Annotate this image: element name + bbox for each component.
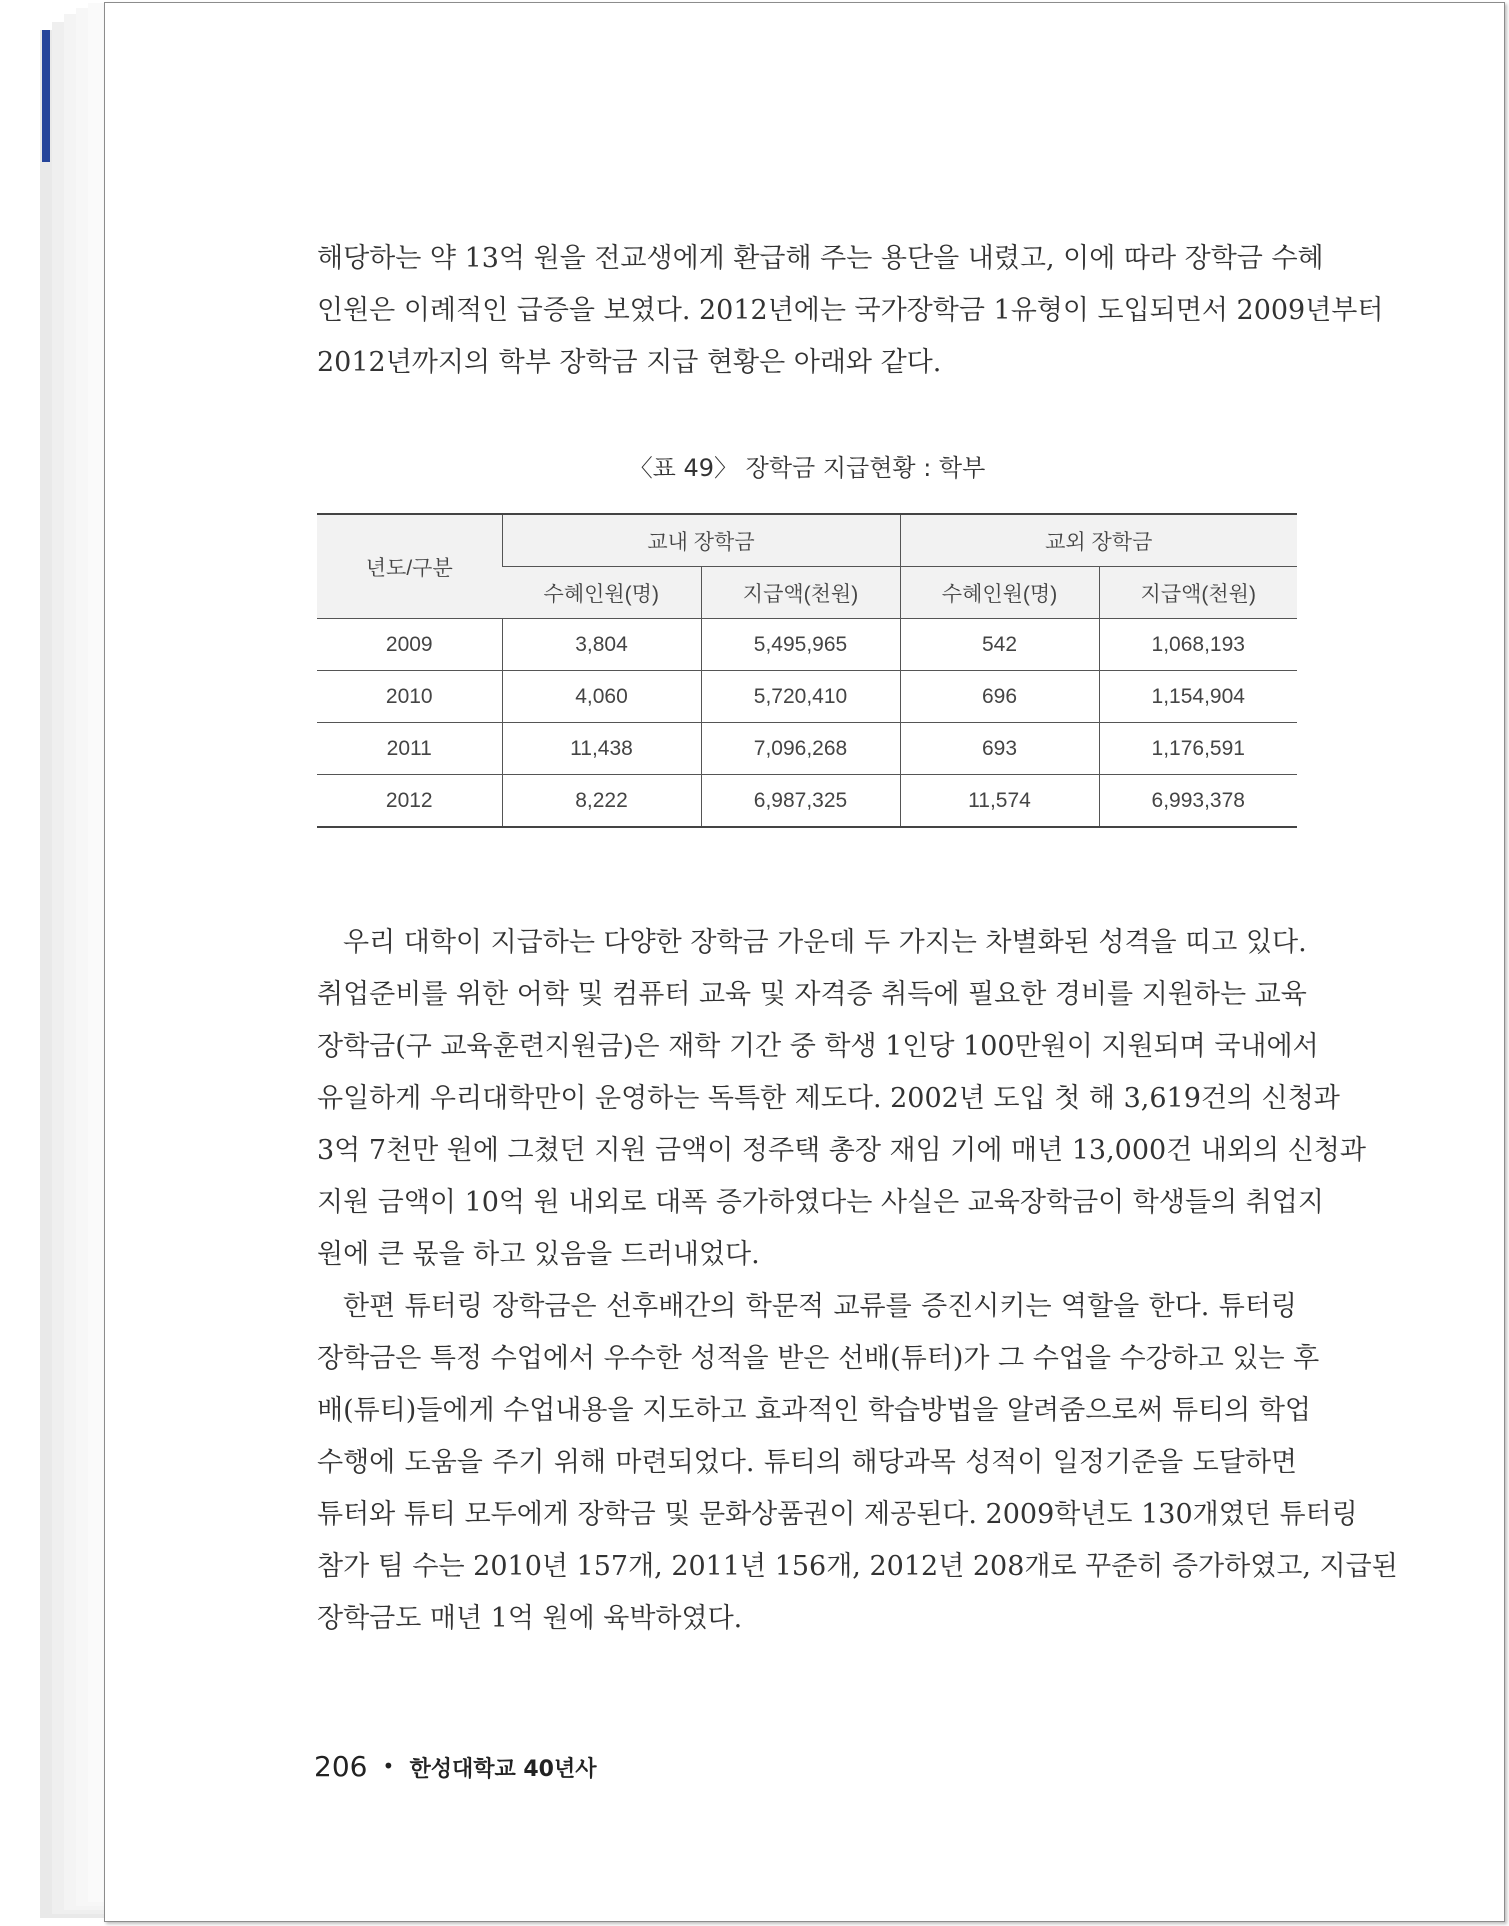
subheader-cell: 지급액(천원) <box>701 567 900 619</box>
page-edge <box>88 3 105 1902</box>
text-line: 지원 금액이 10억 원 내외로 대폭 증가하였다는 사실은 교육장학금이 학생들의 취업지 <box>317 1187 1324 1218</box>
page-footer <box>314 1750 596 1783</box>
table-row <box>317 775 1297 828</box>
text-line: 인원은 이례적인 급증을 보였다. 2012년에는 국가장학금 1유형이 도입되면서 2009년부터 <box>317 295 1384 326</box>
text-line: 유일하게 우리대학만이 운영하는 독특한 제도다. 2002년 도입 첫 해 3,619건의 신청과 <box>317 1083 1340 1114</box>
book-title: 한성대학교 40년사 <box>409 1757 597 1782</box>
text-line: 2012년까지의 학부 장학금 지급 현황은 아래와 같다. <box>317 347 942 378</box>
table-cell: 6,993,378 <box>1099 775 1297 828</box>
intro-paragraph <box>317 233 1384 389</box>
table-row <box>317 619 1297 671</box>
table-cell: 2012 <box>317 775 502 828</box>
table-row <box>317 671 1297 723</box>
text-line: 수행에 도움을 주기 위해 마련되었다. 튜티의 해당과목 성적이 일정기준을 도달하면 <box>317 1447 1297 1478</box>
text-line: 장학금은 특정 수업에서 우수한 성적을 받은 선배(튜터)가 그 수업을 수강하고 있는 후 <box>317 1343 1320 1374</box>
text-line: 튜터와 튜티 모두에게 장학금 및 문화상품권이 제공된다. 2009학년도 130개였던 튜터링 <box>317 1499 1358 1530</box>
text-line: 3억 7천만 원에 그쳤던 지원 금액이 정주택 총장 재임 기에 매년 13,000건 내외의 신청과 <box>317 1135 1366 1166</box>
text-line: 한편 튜터링 장학금은 선후배간의 학문적 교류를 증진시키는 역할을 한다. 튜터링 <box>343 1291 1297 1322</box>
table-caption: 〈표 49〉 장학금 지급현황 : 학부 <box>628 454 986 482</box>
table-cell: 2010 <box>317 671 502 723</box>
table-cell: 7,096,268 <box>701 723 900 775</box>
table-cell: 11,438 <box>502 723 701 775</box>
scholarship-table-wrapper <box>317 513 1297 828</box>
table-cell: 2011 <box>317 723 502 775</box>
page-number: 206 <box>314 1750 368 1783</box>
text-line: 배(튜티)들에게 수업내용을 지도하고 효과적인 학습방법을 알려줌으로써 튜티의 학업 <box>317 1395 1312 1426</box>
text-line: 장학금(구 교육훈련지원금)은 재학 기간 중 학생 1인당 100만원이 지원되며 국내에서 <box>317 1031 1319 1062</box>
table-cell: 2009 <box>317 619 502 671</box>
group-header-external: 교외 장학금 <box>900 514 1297 567</box>
text-line: 참가 팀 수는 2010년 157개, 2011년 156개, 2012년 208개로 꾸준히 증가하였고, 지급된 <box>317 1551 1398 1582</box>
education-scholarship-paragraph <box>317 917 1366 1281</box>
subheader-cell: 수혜인원(명) <box>502 567 701 619</box>
table-cell: 1,068,193 <box>1099 619 1297 671</box>
table-cell: 6,987,325 <box>701 775 900 828</box>
group-header-campus: 교내 장학금 <box>502 514 900 567</box>
table-cell: 4,060 <box>502 671 701 723</box>
scholarship-table <box>317 513 1297 828</box>
table-cell: 11,574 <box>900 775 1099 828</box>
table-cell: 696 <box>900 671 1099 723</box>
page <box>104 2 1505 1922</box>
subheader-cell: 수혜인원(명) <box>900 567 1099 619</box>
footer-separator: • <box>382 1754 395 1778</box>
text-line: 원에 큰 몫을 하고 있음을 드러내었다. <box>317 1239 760 1270</box>
spine-color-strip <box>42 30 50 162</box>
table-cell: 5,495,965 <box>701 619 900 671</box>
table-cell: 693 <box>900 723 1099 775</box>
table-cell: 8,222 <box>502 775 701 828</box>
text-line: 해당하는 약 13억 원을 전교생에게 환급해 주는 용단을 내렸고, 이에 따라 장학금 수혜 <box>317 243 1324 274</box>
tutoring-scholarship-paragraph <box>317 1281 1398 1645</box>
subheader-cell: 지급액(천원) <box>1099 567 1297 619</box>
table-cell: 1,154,904 <box>1099 671 1297 723</box>
table-cell: 1,176,591 <box>1099 723 1297 775</box>
table-cell: 542 <box>900 619 1099 671</box>
table-cell: 5,720,410 <box>701 671 900 723</box>
table-cell: 3,804 <box>502 619 701 671</box>
text-line: 우리 대학이 지급하는 다양한 장학금 가운데 두 가지는 차별화된 성격을 띠고 있다. <box>343 927 1307 958</box>
table-row <box>317 723 1297 775</box>
row-header-cell: 년도/구분 <box>317 514 502 619</box>
text-line: 취업준비를 위한 어학 및 컴퓨터 교육 및 자격증 취득에 필요한 경비를 지원하는 교육 <box>317 979 1307 1010</box>
text-line: 장학금도 매년 1억 원에 육박하였다. <box>317 1603 743 1634</box>
